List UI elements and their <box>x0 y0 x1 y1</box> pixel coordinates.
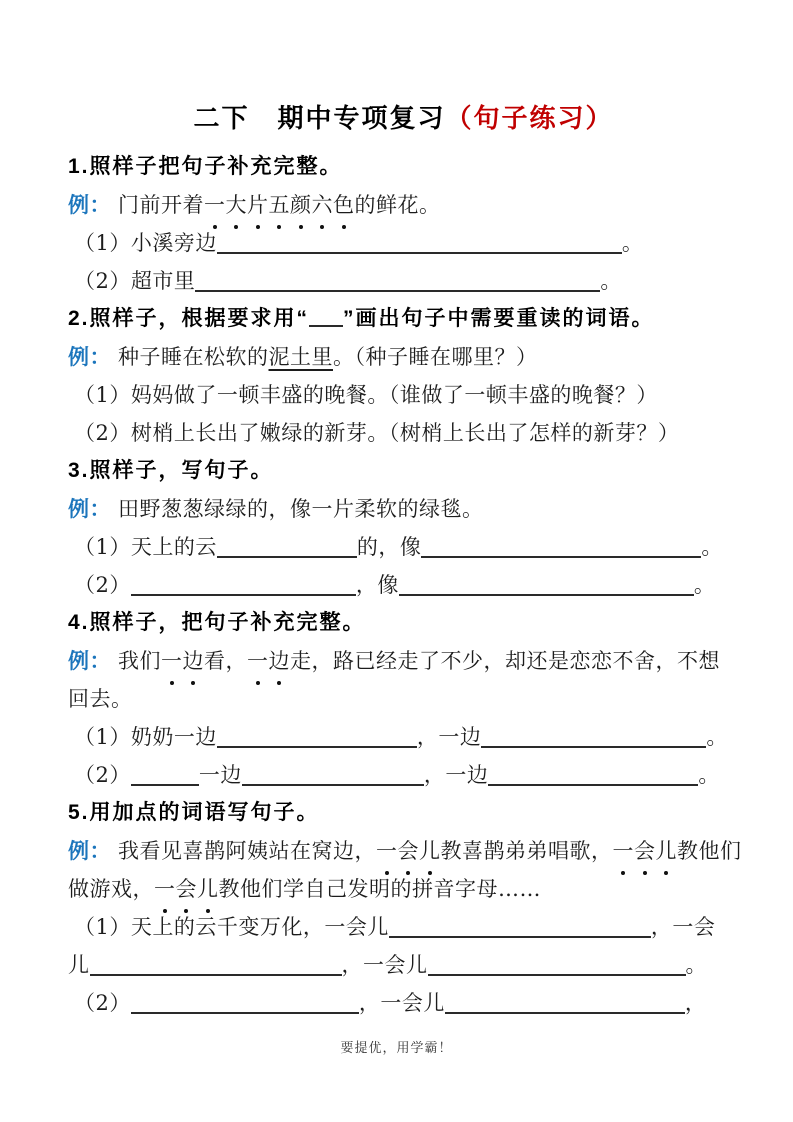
question-heading <box>68 148 739 186</box>
underlined-text: 泥土里 <box>268 345 333 369</box>
emphasis-dot-char: 颜 <box>290 186 312 224</box>
text-run: 门前开着 <box>118 193 204 217</box>
blank-line <box>131 591 356 596</box>
blank-line <box>242 781 424 786</box>
page-title <box>68 98 739 138</box>
text-run: 。 <box>685 953 707 977</box>
emphasis-dot-char: 儿 <box>656 832 678 870</box>
blank-line <box>131 781 199 786</box>
text-run: （1）奶奶一边 <box>74 725 217 749</box>
text-run: （1）妈妈做了一顿丰盛的晚餐。（谁做了一顿丰盛的晚餐？） <box>74 383 658 407</box>
emphasis-dot-char: 会 <box>634 832 656 870</box>
text-run: 做游戏， <box>68 877 154 901</box>
blank-line <box>131 1009 359 1014</box>
blank-line <box>195 287 600 292</box>
text-run: 。 <box>698 763 720 787</box>
text-run: （2）树梢上长出了嫩绿的新芽。（树梢上长出了怎样的新芽？） <box>74 421 680 445</box>
emphasized-text <box>161 649 204 673</box>
page-title-subject: （句子练习） <box>445 103 614 133</box>
text-run: 儿 <box>68 953 90 977</box>
emphasized-text <box>204 193 355 217</box>
emphasized-text <box>376 839 441 863</box>
text-run: 看， <box>204 649 247 673</box>
emphasis-dot-char: 一 <box>154 870 176 908</box>
emphasis-dot-char: 一 <box>613 832 635 870</box>
text-run: 教他们 <box>677 839 742 863</box>
emphasis-dot-char: 一 <box>204 186 226 224</box>
blank-line <box>217 743 417 748</box>
text-run: ，一会儿 <box>341 953 428 977</box>
text-run: ，一会 <box>650 915 716 939</box>
text-run: 我们 <box>118 649 161 673</box>
text-run: ”画出句子中需要重读的词语。 <box>343 307 655 330</box>
emphasis-dot-char: 一 <box>161 642 183 680</box>
example-line <box>68 338 739 376</box>
text-run: 我看见喜鹊阿姨站在窝边， <box>118 839 376 863</box>
emphasized-text <box>247 649 290 673</box>
example-label: 例： <box>68 648 111 673</box>
question-block <box>68 300 739 452</box>
example-line <box>68 186 739 224</box>
text-run: 1.照样子把句子补充完整。 <box>68 155 343 178</box>
text-run: 2.照样子，根据要求用“ <box>68 307 310 330</box>
example-label: 例： <box>68 838 111 863</box>
text-run: （1）天上的云 <box>74 535 217 559</box>
text-run: 种子睡在松软的 <box>118 345 269 369</box>
emphasis-dot-char: 边 <box>183 642 205 680</box>
text-run: ，一边 <box>423 763 489 787</box>
text-run: 教喜鹊弟弟唱歌， <box>440 839 613 863</box>
emphasis-dot-char: 一 <box>247 642 269 680</box>
text-run: 。 <box>600 269 622 293</box>
blank-line <box>399 591 694 596</box>
item-line <box>68 756 739 794</box>
page-title-main: 二下 期中专项复习 <box>193 103 446 133</box>
blank-line <box>217 249 622 254</box>
text-run: 一边 <box>198 763 242 787</box>
emphasis-dot-char: 边 <box>269 642 291 680</box>
text-run: 回去。 <box>68 687 133 711</box>
text-run: （2） <box>74 991 131 1015</box>
example-line <box>68 490 739 528</box>
emphasis-dot-char: 六 <box>312 186 334 224</box>
emphasis-dot-char: 片 <box>247 186 269 224</box>
example-line <box>68 832 742 870</box>
text-run: （2） <box>74 763 131 787</box>
item-line <box>68 414 739 452</box>
example-label: 例： <box>68 496 111 521</box>
item-line <box>68 984 739 1022</box>
item-line <box>68 718 739 756</box>
text-run: ，一边 <box>416 725 482 749</box>
item-line <box>68 224 739 262</box>
question-heading <box>68 604 739 642</box>
emphasis-dot-char: 会 <box>176 870 198 908</box>
text-run: （1）小溪旁边 <box>74 231 217 255</box>
emphasis-dot-char: 会 <box>398 832 420 870</box>
footer-note: 要提优，用学霸！ <box>340 1041 453 1056</box>
emphasis-dot-char: 儿 <box>419 832 441 870</box>
example-label: 例： <box>68 344 111 369</box>
text-run: 走，路已经走了不少，却还是恋恋不舍，不想 <box>290 649 720 673</box>
text-run: （2）超市里 <box>74 269 196 293</box>
text-run: 田野葱葱绿绿的，像一片柔软的绿毯。 <box>118 497 484 521</box>
text-run: 3.照样子，写句子。 <box>68 459 274 482</box>
blank-line <box>309 322 343 327</box>
text-run: 的，像 <box>356 535 422 559</box>
emphasized-text <box>154 877 219 901</box>
text-run: 。（种子睡在哪里？） <box>333 345 538 369</box>
emphasized-text <box>613 839 678 863</box>
emphasis-dot-char: 色 <box>333 186 355 224</box>
emphasis-dot-char: 一 <box>376 832 398 870</box>
text-run: （1）天上的云千变万化，一会儿 <box>74 915 389 939</box>
text-run: ，像 <box>355 573 399 597</box>
question-block <box>68 604 739 794</box>
example-line <box>68 680 739 718</box>
example-label: 例： <box>68 192 111 217</box>
emphasis-dot-char: 大 <box>226 186 248 224</box>
text-run: 4.照样子，把句子补充完整。 <box>68 611 366 634</box>
text-run: 教他们学自己发明的拼音字母…… <box>218 877 541 901</box>
text-run: 。 <box>701 535 723 559</box>
item-line <box>68 528 739 566</box>
text-run: 5.用加点的词语写句子。 <box>68 801 320 824</box>
text-run: 的鲜花。 <box>354 193 441 217</box>
blank-line <box>488 781 698 786</box>
blank-line <box>445 1009 685 1014</box>
text-run: ，一会儿 <box>358 991 445 1015</box>
blank-line <box>389 933 651 938</box>
blank-line <box>481 743 706 748</box>
text-run: 。 <box>621 231 644 255</box>
text-run: 。 <box>706 725 728 749</box>
question-heading <box>68 794 739 832</box>
blank-line <box>217 553 357 558</box>
blank-line <box>428 971 686 976</box>
question-heading <box>68 300 739 338</box>
question-block <box>68 794 742 1022</box>
worksheet-body <box>68 148 742 1022</box>
emphasis-dot-char: 五 <box>269 186 291 224</box>
blank-line <box>90 971 342 976</box>
text-run: 。 <box>693 573 716 597</box>
example-line <box>68 870 739 908</box>
item-line <box>68 566 739 604</box>
item-line <box>68 376 739 414</box>
text-run: ， <box>684 991 707 1015</box>
text-run: （2） <box>74 573 131 597</box>
emphasis-dot-char: 儿 <box>197 870 219 908</box>
example-line <box>68 642 739 680</box>
question-block <box>68 148 739 300</box>
item-line <box>68 946 739 984</box>
question-block <box>68 452 739 604</box>
blank-line <box>421 553 701 558</box>
question-heading <box>68 452 739 490</box>
item-line <box>68 262 739 300</box>
item-line <box>68 908 739 946</box>
